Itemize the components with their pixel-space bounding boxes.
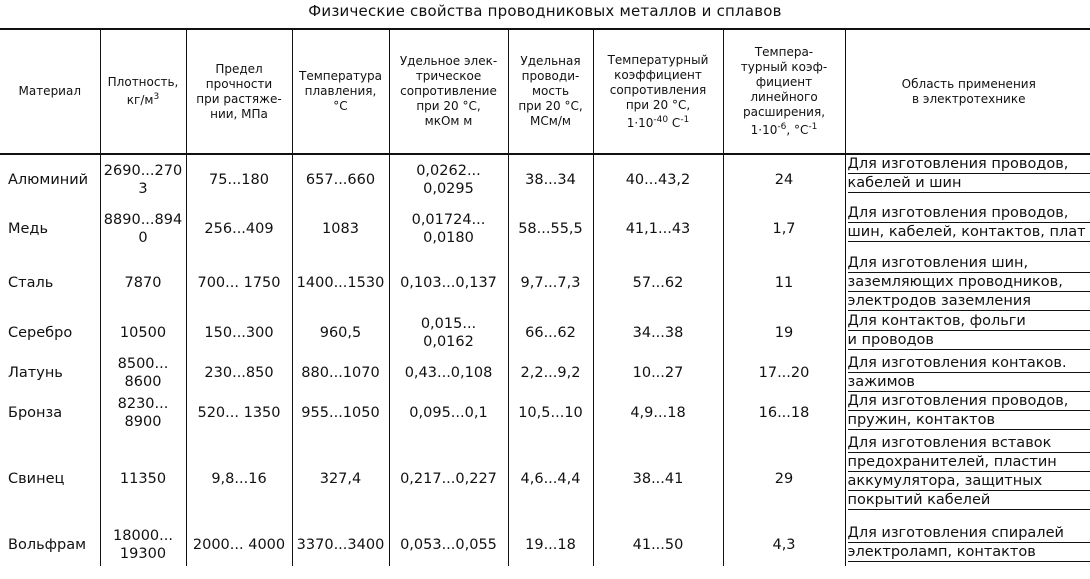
header-density: Плотность, $кг/м^3$ [100, 29, 186, 154]
header-tce: Темпера- турный коэф- фициент линейного расширения, $1\cdot 10^{-6}$, $^\circ С^{-1}$ [723, 29, 845, 154]
cell-density: 7870 [100, 254, 186, 312]
cell-melting: 880...1070 [292, 354, 389, 392]
cell-application [845, 312, 1090, 354]
header-strength: Предел прочности при растяже- нии, МПа [186, 29, 292, 154]
cell-resistivity: 0,015... 0,0162 [389, 312, 508, 354]
application-line: шин, кабелей, контактов, плат [848, 223, 1090, 242]
header-material: Материал [0, 29, 100, 154]
cell-strength: 230...850 [186, 354, 292, 392]
cell-density: 8230... 8900 [100, 392, 186, 434]
cell-material: Серебро [8, 325, 73, 341]
cell-density: 8890...894 0 [100, 204, 186, 254]
cell-melting: 3370...3400 [292, 524, 389, 566]
cell-melting: 327,4 [292, 434, 389, 524]
application-line: электроламп, контактов [848, 543, 1090, 562]
cell-application [845, 354, 1090, 392]
cell-tcr: 10...27 [593, 354, 723, 392]
application-line: Для изготовления проводов, [848, 392, 1090, 411]
cell-application [845, 154, 1090, 204]
cell-material: Свинец [8, 471, 65, 487]
cell-strength: 520... 1350 [186, 392, 292, 434]
application-line: и проводов [848, 331, 1090, 350]
cell-application [845, 254, 1090, 312]
cell-melting: 1400...1530 [292, 254, 389, 312]
application-line: предохранителей, пластин [848, 453, 1090, 472]
cell-density: 18000... 19300 [100, 524, 186, 566]
cell-material: Вольфрам [8, 537, 87, 553]
cell-application [845, 434, 1090, 524]
table-row [0, 204, 1090, 254]
cell-tcr: 38...41 [593, 434, 723, 524]
application-line: аккумулятора, защитных [848, 472, 1090, 491]
application-line: Для контактов, фольги [848, 312, 1090, 331]
header-tcr: Температурный коэффициент сопротивления при 20 °С, $1\cdot 10^{-40}$ $С^{-1}$ [593, 29, 723, 154]
table-row [0, 434, 1090, 524]
cell-strength: 700... 1750 [186, 254, 292, 312]
cell-resistivity: 0,053...0,055 [389, 524, 508, 566]
header-conductivity: Удельная проводи- мость при 20 °С, МСм/м [508, 29, 593, 154]
cell-density: 11350 [100, 434, 186, 524]
cell-tce: 19 [723, 312, 845, 354]
cell-resistivity: 0,43...0,108 [389, 354, 508, 392]
cell-strength: 75...180 [186, 154, 292, 204]
cell-tcr: 57...62 [593, 254, 723, 312]
cell-application [845, 204, 1090, 254]
cell-tce: 29 [723, 434, 845, 524]
table-row [0, 312, 1090, 354]
application-line: Для изготовления проводов, [848, 204, 1090, 223]
application-line: кабелей и шин [848, 174, 1090, 193]
application-line: пружин, контактов [848, 411, 1090, 430]
table-row [0, 524, 1090, 566]
application-line: Для изготовления вставок [848, 434, 1090, 453]
cell-application [845, 392, 1090, 434]
application-line: Для изготовления проводов, [848, 155, 1090, 174]
header-application: Область применения в электротехнике [845, 29, 1090, 154]
application-line: Для изготовления контаков. [848, 354, 1090, 373]
cell-melting: 1083 [292, 204, 389, 254]
cell-material: Латунь [8, 365, 63, 381]
table-body [0, 154, 1090, 566]
cell-strength: 150...300 [186, 312, 292, 354]
cell-tcr: 41,1...43 [593, 204, 723, 254]
cell-strength: 9,8...16 [186, 434, 292, 524]
application-line: зажимов [848, 373, 1090, 392]
cell-resistivity: 0,103...0,137 [389, 254, 508, 312]
cell-conductivity: 19...18 [508, 524, 593, 566]
cell-melting: 960,5 [292, 312, 389, 354]
cell-conductivity: 10,5...10 [508, 392, 593, 434]
cell-tcr: 41...50 [593, 524, 723, 566]
application-line: электродов заземления [848, 292, 1090, 311]
cell-tce: 24 [723, 154, 845, 204]
cell-density: 2690...270 3 [100, 154, 186, 204]
cell-conductivity: 9,7...7,3 [508, 254, 593, 312]
cell-resistivity: 0,0262... 0,0295 [389, 154, 508, 204]
cell-resistivity: 0,095...0,1 [389, 392, 508, 434]
cell-conductivity: 38...34 [508, 154, 593, 204]
application-line: покрытий кабелей [848, 491, 1090, 510]
cell-material: Бронза [8, 405, 63, 421]
application-line: заземляющих проводников, [848, 273, 1090, 292]
table-row [0, 154, 1090, 204]
cell-tce: 16...18 [723, 392, 845, 434]
cell-conductivity: 4,6...4,4 [508, 434, 593, 524]
table-row [0, 254, 1090, 312]
cell-strength: 256...409 [186, 204, 292, 254]
cell-conductivity: 58...55,5 [508, 204, 593, 254]
cell-material: Медь [8, 221, 49, 237]
application-line: Для изготовления шин, [848, 254, 1090, 273]
cell-tcr: 34...38 [593, 312, 723, 354]
cell-tce: 4,3 [723, 524, 845, 566]
properties-table [0, 28, 1090, 566]
cell-application [845, 524, 1090, 566]
cell-melting: 955...1050 [292, 392, 389, 434]
cell-resistivity: 0,01724... 0,0180 [389, 204, 508, 254]
header-resistivity: Удельное элек- трическое сопротивление при 20 °С, мкОм м [389, 29, 508, 154]
cell-material: Сталь [8, 275, 54, 291]
table-row [0, 354, 1090, 392]
cell-strength: 2000... 4000 [186, 524, 292, 566]
cell-tce: 17...20 [723, 354, 845, 392]
cell-density: 10500 [100, 312, 186, 354]
application-line: Для изготовления спиралей [848, 524, 1090, 543]
cell-tce: 11 [723, 254, 845, 312]
cell-conductivity: 2,2...9,2 [508, 354, 593, 392]
table-row [0, 392, 1090, 434]
header-melting: Температура плавления, °С [292, 29, 389, 154]
cell-melting: 657...660 [292, 154, 389, 204]
cell-resistivity: 0,217...0,227 [389, 434, 508, 524]
cell-tce: 1,7 [723, 204, 845, 254]
table-title: Физические свойства проводниковых металлов и сплавов [308, 2, 782, 20]
table-header [0, 29, 1090, 154]
cell-tcr: 40...43,2 [593, 154, 723, 204]
cell-tcr: 4,9...18 [593, 392, 723, 434]
cell-conductivity: 66...62 [508, 312, 593, 354]
cell-density: 8500... 8600 [100, 354, 186, 392]
cell-material: Алюминий [8, 171, 89, 188]
